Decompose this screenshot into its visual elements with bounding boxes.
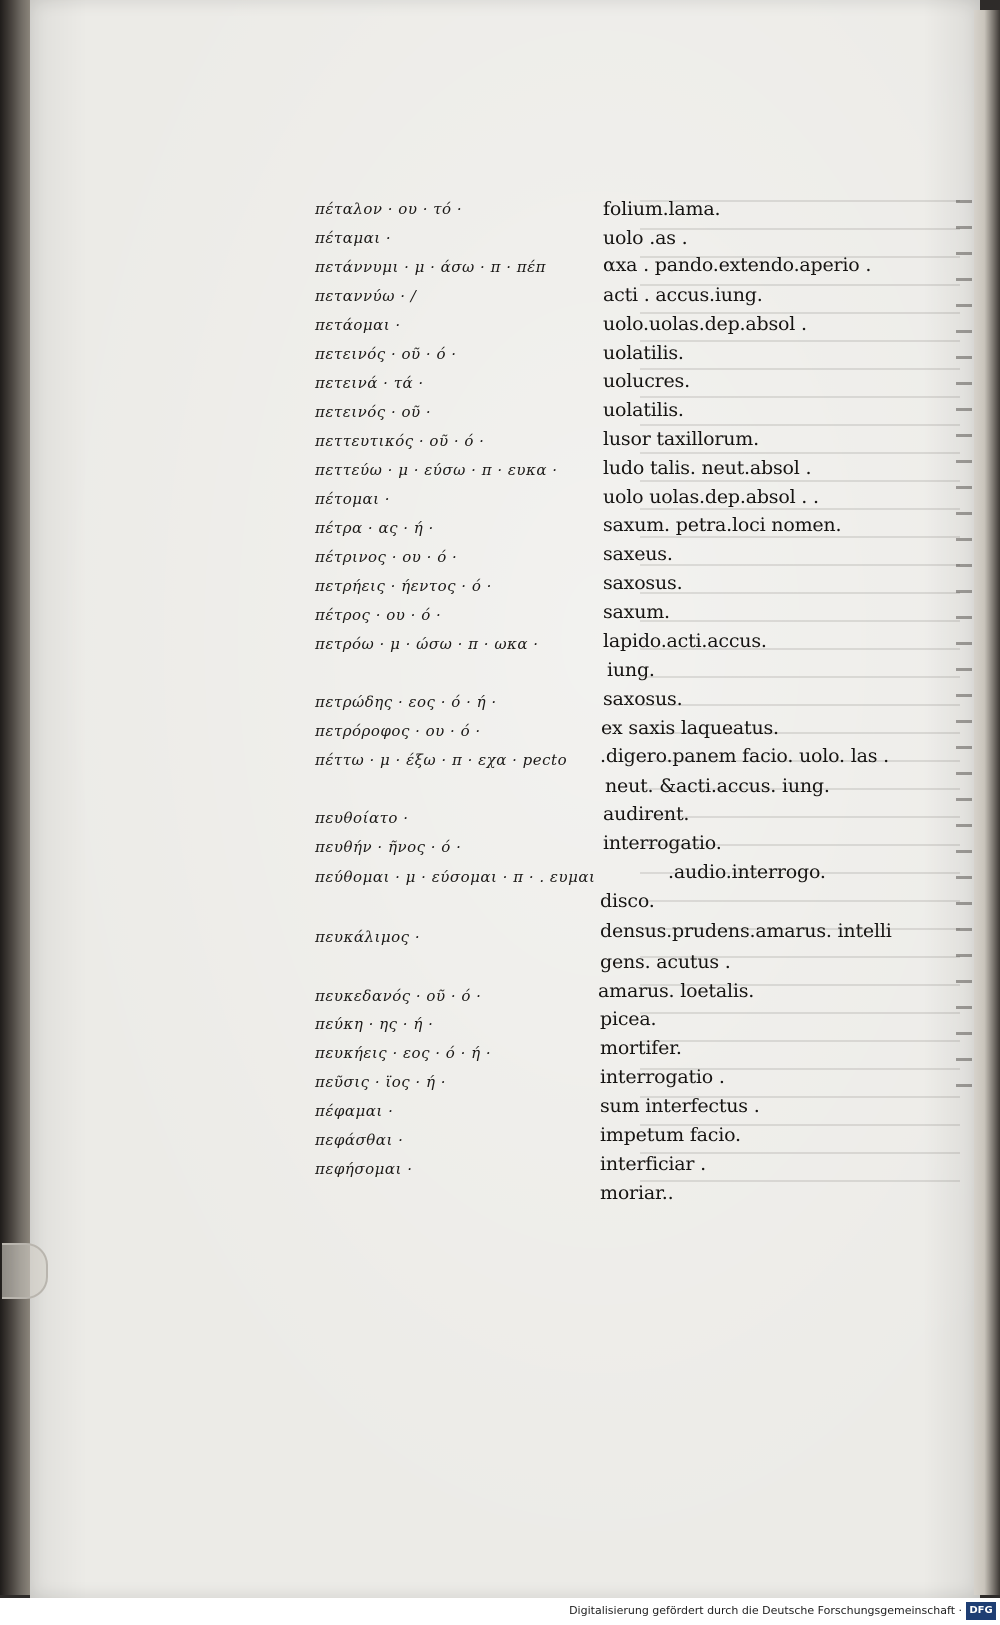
latin-gloss: saxeus.	[603, 543, 673, 565]
latin-gloss: .audio.interrogo.	[668, 861, 826, 883]
latin-gloss: uolo uolas.dep.absol . .	[603, 486, 819, 508]
latin-gloss: densus.prudens.amarus. intelli	[600, 920, 892, 942]
greek-headword: πέταμαι ·	[315, 229, 392, 247]
dfg-logo: DFG	[966, 1602, 996, 1620]
greek-headword: πετρώδης · εος · ό · ή ·	[315, 693, 497, 711]
latin-gloss: ludo talis. neut.absol .	[603, 457, 812, 479]
greek-headword: πέτρος · ου · ό ·	[315, 606, 442, 624]
latin-gloss: .digero.panem facio. uolo. las .	[600, 745, 889, 767]
latin-gloss: saxum.	[603, 601, 670, 623]
latin-gloss: lusor taxillorum.	[603, 428, 759, 450]
greek-headword: πετεινός · οῦ ·	[315, 403, 432, 421]
greek-headword: πετρήεις · ήεντος · ό ·	[315, 577, 492, 595]
latin-gloss: acti . accus.iung.	[603, 284, 763, 306]
greek-headword: πεττεύω · μ · εύσω · π · ευκα ·	[315, 461, 558, 479]
greek-headword: πετάομαι ·	[315, 316, 401, 334]
latin-gloss: uolucres.	[603, 370, 690, 392]
latin-gloss: saxosus.	[603, 688, 683, 710]
greek-headword: πεττευτικός · οῦ · ό ·	[315, 432, 485, 450]
latin-gloss: uolatilis.	[603, 399, 684, 421]
latin-gloss: interrogatio .	[600, 1066, 725, 1088]
dfg-credit-text: Digitalisierung gefördert durch die Deutsche Forschungsgemeinschaft ·	[569, 1604, 962, 1617]
greek-headword: πεύθομαι · μ · εύσομαι · π · . ευμαι	[315, 868, 596, 886]
greek-headword: πεφήσομαι ·	[315, 1160, 413, 1178]
latin-gloss: saxum. petra.loci nomen.	[603, 514, 842, 536]
greek-headword: πεταννύω · /	[315, 287, 417, 305]
greek-headword: πετεινά · τά ·	[315, 374, 424, 392]
latin-gloss: uolo .as .	[603, 227, 688, 249]
greek-headword: πέττω · μ · έξω · π · εχα · pecto	[315, 751, 568, 769]
greek-headword: πέφαμαι ·	[315, 1102, 394, 1120]
greek-headword: πέτομαι ·	[315, 490, 391, 508]
latin-gloss: uolo.uolas.dep.absol .	[603, 313, 807, 335]
latin-gloss: gens. acutus .	[600, 951, 731, 973]
greek-headword: πέτρα · ας · ή ·	[315, 519, 434, 537]
latin-gloss: ex saxis laqueatus.	[601, 717, 779, 739]
greek-headword: πετεινός · οῦ · ό ·	[315, 345, 457, 363]
greek-headword: πετρόω · μ · ώσω · π · ωκα ·	[315, 635, 539, 653]
greek-headword: πευκήεις · εος · ό · ή ·	[315, 1044, 492, 1062]
latin-gloss: interficiar .	[600, 1153, 706, 1175]
latin-gloss: folium.lama.	[603, 198, 721, 220]
latin-gloss: lapido.acti.accus.	[603, 630, 767, 652]
latin-gloss: disco.	[600, 890, 655, 912]
greek-headword: πέτρινος · ου · ό ·	[315, 548, 458, 566]
greek-headword: πετρόροφος · ου · ό ·	[315, 722, 481, 740]
latin-gloss: amarus. loetalis.	[598, 980, 755, 1002]
latin-gloss: interrogatio.	[603, 832, 722, 854]
greek-headword: πευκάλιμος ·	[315, 928, 421, 946]
latin-gloss: moriar..	[600, 1182, 674, 1204]
latin-gloss: saxosus.	[603, 572, 683, 594]
greek-headword: πεύκη · ης · ή ·	[315, 1015, 434, 1033]
latin-gloss: iung.	[607, 659, 655, 681]
latin-gloss: impetum facio.	[600, 1124, 741, 1146]
greek-headword: πευκεδανός · οῦ · ό ·	[315, 987, 482, 1005]
latin-gloss: picea.	[600, 1008, 657, 1030]
greek-headword: πευθοίατο ·	[315, 809, 409, 827]
latin-gloss: audirent.	[603, 803, 690, 825]
latin-gloss: mortifer.	[600, 1037, 682, 1059]
greek-headword: πέταλον · ου · τό ·	[315, 200, 463, 218]
latin-gloss: sum interfectus .	[600, 1095, 760, 1117]
greek-headword: πετάννυμι · μ · άσω · π · πέπ	[315, 258, 547, 276]
greek-headword: πεῦσις · ϊος · ή ·	[315, 1073, 446, 1091]
latin-gloss: uolatilis.	[603, 342, 684, 364]
latin-gloss: neut. &acti.accus. iung.	[605, 775, 830, 797]
greek-headword: πευθήν · ῆνος · ό ·	[315, 838, 462, 856]
greek-headword: πεφάσθαι ·	[315, 1131, 404, 1149]
latin-gloss: αxa . pando.extendo.aperio .	[603, 254, 872, 276]
